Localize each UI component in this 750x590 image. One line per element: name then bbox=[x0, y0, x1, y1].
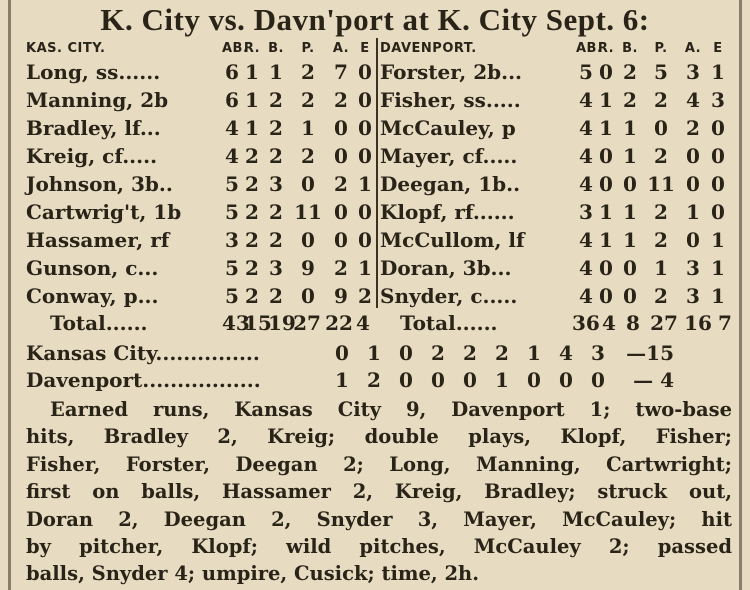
header-a: A. bbox=[684, 40, 702, 56]
player-ab: 4 bbox=[579, 172, 593, 196]
header-ab: AB. bbox=[576, 40, 603, 56]
inning-runs: 0 bbox=[399, 341, 413, 365]
inning-runs: 0 bbox=[559, 368, 573, 392]
player-r: 2 bbox=[245, 228, 259, 252]
total-ab: 36 bbox=[572, 311, 600, 335]
summary-line: Fisher, Forster, Deegan 2; Long, Manning, Cartwright; bbox=[26, 452, 732, 476]
player-p: 1 bbox=[654, 256, 668, 280]
player-row bbox=[380, 170, 730, 198]
player-ab: 4 bbox=[579, 228, 593, 252]
header-e: E bbox=[713, 40, 723, 56]
header-a: A. bbox=[332, 40, 350, 56]
player-name: Fisher, ss..... bbox=[380, 88, 521, 112]
player-e: 0 bbox=[711, 144, 725, 168]
left-border bbox=[8, 0, 11, 590]
line-score-total: —15 bbox=[626, 341, 674, 365]
total-label: Total...... bbox=[50, 311, 148, 335]
total-e: 7 bbox=[718, 311, 732, 335]
player-row bbox=[380, 114, 730, 142]
player-name: Gunson, c... bbox=[26, 256, 159, 280]
inning-runs: 0 bbox=[463, 368, 477, 392]
inning-runs: 2 bbox=[463, 341, 477, 365]
player-e: 0 bbox=[358, 88, 372, 112]
player-r: 0 bbox=[599, 60, 613, 84]
line-score-team: Kansas City............... bbox=[26, 341, 260, 365]
player-p: 0 bbox=[301, 228, 315, 252]
player-r: 1 bbox=[599, 228, 613, 252]
player-r: 0 bbox=[599, 144, 613, 168]
header-r: R. bbox=[597, 40, 615, 56]
player-e: 3 bbox=[711, 88, 725, 112]
player-ab: 3 bbox=[579, 200, 593, 224]
total-b: 8 bbox=[626, 311, 640, 335]
player-r: 2 bbox=[245, 284, 259, 308]
player-row bbox=[26, 254, 378, 282]
player-a: 0 bbox=[686, 228, 700, 252]
player-p: 5 bbox=[654, 60, 668, 84]
player-r: 2 bbox=[245, 172, 259, 196]
player-name: Long, ss...... bbox=[26, 60, 161, 84]
total-r: 4 bbox=[602, 311, 616, 335]
total-b: 19 bbox=[268, 311, 296, 335]
player-name: Bradley, lf... bbox=[26, 116, 161, 140]
summary-line: first on balls, Hassamer 2, Kreig, Bradley; struck out, bbox=[26, 480, 732, 504]
player-a: 0 bbox=[686, 144, 700, 168]
player-row bbox=[380, 282, 730, 310]
player-e: 0 bbox=[711, 116, 725, 140]
player-b: 2 bbox=[269, 116, 283, 140]
player-a: 4 bbox=[686, 88, 700, 112]
header-team: KAS. CITY. bbox=[26, 40, 106, 56]
player-b: 1 bbox=[623, 116, 637, 140]
player-a: 2 bbox=[686, 116, 700, 140]
inning-runs: 1 bbox=[335, 368, 349, 392]
kansas-city-table bbox=[26, 38, 378, 310]
player-p: 2 bbox=[654, 200, 668, 224]
player-row bbox=[26, 114, 378, 142]
player-b: 2 bbox=[269, 228, 283, 252]
header-b: B. bbox=[268, 40, 284, 56]
player-ab: 4 bbox=[579, 88, 593, 112]
player-r: 2 bbox=[245, 144, 259, 168]
player-name: Forster, 2b... bbox=[380, 60, 523, 84]
header-p: P. bbox=[654, 40, 668, 56]
player-b: 0 bbox=[623, 172, 637, 196]
player-b: 3 bbox=[269, 256, 283, 280]
summary-line: balls, Snyder 4; umpire, Cusick; time, 2h. bbox=[26, 562, 480, 586]
player-b: 2 bbox=[623, 88, 637, 112]
total-a: 16 bbox=[684, 311, 712, 335]
player-b: 2 bbox=[269, 200, 283, 224]
player-row bbox=[380, 254, 730, 282]
player-e: 1 bbox=[358, 256, 372, 280]
player-ab: 5 bbox=[225, 284, 239, 308]
player-ab: 6 bbox=[225, 88, 239, 112]
inning-runs: 3 bbox=[591, 341, 605, 365]
davenport-header bbox=[380, 38, 730, 58]
player-name: Johnson, 3b.. bbox=[26, 172, 173, 196]
player-a: 2 bbox=[334, 88, 348, 112]
player-a: 1 bbox=[686, 200, 700, 224]
summary-line: Earned runs, Kansas City 9, Davenport 1; two-base bbox=[50, 398, 732, 421]
total-r: 15 bbox=[244, 311, 272, 335]
player-e: 1 bbox=[711, 284, 725, 308]
player-p: 0 bbox=[301, 172, 315, 196]
player-name: Manning, 2b bbox=[26, 88, 169, 112]
inning-runs: 1 bbox=[527, 341, 541, 365]
player-name: McCullom, lf bbox=[380, 228, 525, 252]
player-e: 0 bbox=[358, 60, 372, 84]
player-ab: 6 bbox=[225, 60, 239, 84]
total-a: 22 bbox=[325, 311, 353, 335]
player-p: 2 bbox=[654, 284, 668, 308]
total-label: Total...... bbox=[400, 311, 498, 335]
player-row bbox=[26, 58, 378, 86]
player-r: 0 bbox=[599, 256, 613, 280]
player-p: 11 bbox=[294, 200, 322, 224]
player-r: 1 bbox=[599, 116, 613, 140]
player-e: 1 bbox=[711, 256, 725, 280]
player-e: 0 bbox=[711, 200, 725, 224]
player-e: 0 bbox=[358, 228, 372, 252]
player-e: 0 bbox=[711, 172, 725, 196]
player-p: 2 bbox=[654, 228, 668, 252]
player-p: 2 bbox=[654, 144, 668, 168]
player-a: 2 bbox=[334, 256, 348, 280]
player-name: McCauley, p bbox=[380, 116, 516, 140]
player-b: 1 bbox=[623, 144, 637, 168]
player-a: 0 bbox=[334, 144, 348, 168]
line-score-team: Davenport................. bbox=[26, 368, 261, 392]
player-a: 3 bbox=[686, 60, 700, 84]
page-title: K. City vs. Davn'port at K. City Sept. 6: bbox=[100, 2, 650, 37]
player-r: 1 bbox=[245, 60, 259, 84]
player-b: 2 bbox=[269, 88, 283, 112]
summary-line: Doran 2, Deegan 2, Snyder 3, Mayer, McCauley; hit bbox=[26, 507, 732, 531]
player-name: Conway, p... bbox=[26, 284, 159, 308]
total-p: 27 bbox=[650, 311, 678, 335]
header-ab: AB. bbox=[222, 40, 249, 56]
player-p: 2 bbox=[301, 60, 315, 84]
player-r: 2 bbox=[245, 200, 259, 224]
player-ab: 4 bbox=[225, 144, 239, 168]
total-p: 27 bbox=[293, 311, 321, 335]
player-ab: 5 bbox=[579, 60, 593, 84]
inning-runs: 0 bbox=[399, 368, 413, 392]
player-e: 2 bbox=[358, 284, 372, 308]
kansas-city-total-row bbox=[50, 311, 370, 335]
player-row bbox=[26, 282, 378, 310]
player-p: 0 bbox=[301, 284, 315, 308]
inning-runs: 1 bbox=[495, 368, 509, 392]
player-row bbox=[380, 198, 730, 226]
player-name: Klopf, rf...... bbox=[380, 200, 515, 224]
player-r: 0 bbox=[599, 172, 613, 196]
inning-runs: 0 bbox=[527, 368, 541, 392]
line-score-row bbox=[26, 367, 731, 393]
player-e: 0 bbox=[358, 116, 372, 140]
player-b: 2 bbox=[269, 144, 283, 168]
inning-runs: 4 bbox=[559, 341, 573, 365]
player-row bbox=[380, 142, 730, 170]
player-e: 0 bbox=[358, 200, 372, 224]
summary-line: by pitcher, Klopf; wild pitches, McCauley 2; passed bbox=[26, 535, 732, 559]
player-ab: 3 bbox=[225, 228, 239, 252]
player-b: 1 bbox=[269, 60, 283, 84]
header-r: R. bbox=[243, 40, 261, 56]
inning-runs: 2 bbox=[495, 341, 509, 365]
player-r: 1 bbox=[599, 200, 613, 224]
player-r: 2 bbox=[245, 256, 259, 280]
player-p: 2 bbox=[654, 88, 668, 112]
player-e: 0 bbox=[358, 144, 372, 168]
line-score-row bbox=[26, 340, 731, 366]
header-team: DAVENPORT. bbox=[380, 40, 477, 56]
player-name: Kreig, cf..... bbox=[26, 144, 158, 168]
player-p: 0 bbox=[654, 116, 668, 140]
player-a: 3 bbox=[686, 284, 700, 308]
player-ab: 4 bbox=[225, 116, 239, 140]
player-r: 0 bbox=[599, 284, 613, 308]
player-a: 3 bbox=[686, 256, 700, 280]
player-row bbox=[26, 170, 378, 198]
player-row bbox=[26, 226, 378, 254]
player-b: 2 bbox=[269, 284, 283, 308]
player-ab: 4 bbox=[579, 256, 593, 280]
player-ab: 5 bbox=[225, 172, 239, 196]
player-row bbox=[380, 58, 730, 86]
player-p: 11 bbox=[647, 172, 675, 196]
player-a: 2 bbox=[334, 172, 348, 196]
player-p: 2 bbox=[301, 144, 315, 168]
player-e: 1 bbox=[358, 172, 372, 196]
player-a: 0 bbox=[334, 200, 348, 224]
player-b: 2 bbox=[623, 60, 637, 84]
player-p: 9 bbox=[301, 256, 315, 280]
player-a: 0 bbox=[686, 172, 700, 196]
player-row bbox=[26, 142, 378, 170]
player-b: 1 bbox=[623, 200, 637, 224]
player-ab: 4 bbox=[579, 116, 593, 140]
player-p: 1 bbox=[301, 116, 315, 140]
davenport-total-row bbox=[400, 311, 736, 335]
total-e: 4 bbox=[356, 311, 370, 335]
player-row bbox=[26, 86, 378, 114]
player-row bbox=[380, 86, 730, 114]
inning-runs: 2 bbox=[367, 368, 381, 392]
player-b: 1 bbox=[623, 228, 637, 252]
player-a: 9 bbox=[334, 284, 348, 308]
player-b: 3 bbox=[269, 172, 283, 196]
inning-runs: 1 bbox=[367, 341, 381, 365]
right-border bbox=[739, 0, 742, 590]
inning-runs: 0 bbox=[335, 341, 349, 365]
player-b: 0 bbox=[623, 256, 637, 280]
player-ab: 4 bbox=[579, 144, 593, 168]
player-name: Doran, 3b... bbox=[380, 256, 512, 280]
inning-runs: 0 bbox=[591, 368, 605, 392]
inning-runs: 0 bbox=[431, 368, 445, 392]
player-a: 0 bbox=[334, 116, 348, 140]
player-name: Cartwrig't, 1b bbox=[26, 200, 182, 224]
game-summary bbox=[26, 396, 732, 588]
inning-runs: 2 bbox=[431, 341, 445, 365]
player-ab: 4 bbox=[579, 284, 593, 308]
player-r: 1 bbox=[245, 88, 259, 112]
player-row bbox=[26, 198, 378, 226]
player-a: 0 bbox=[334, 228, 348, 252]
header-b: B. bbox=[622, 40, 638, 56]
player-ab: 5 bbox=[225, 256, 239, 280]
player-r: 1 bbox=[599, 88, 613, 112]
player-ab: 5 bbox=[225, 200, 239, 224]
summary-line: hits, Bradley 2, Kreig; double plays, Klopf, Fisher; bbox=[26, 425, 732, 449]
header-e: E bbox=[360, 40, 370, 56]
player-row bbox=[380, 226, 730, 254]
player-r: 1 bbox=[245, 116, 259, 140]
player-e: 1 bbox=[711, 228, 725, 252]
player-name: Deegan, 1b.. bbox=[380, 172, 521, 196]
player-b: 0 bbox=[623, 284, 637, 308]
player-e: 1 bbox=[711, 60, 725, 84]
player-name: Mayer, cf..... bbox=[380, 144, 518, 168]
player-name: Snyder, c..... bbox=[380, 284, 518, 308]
kansas-city-header bbox=[26, 38, 378, 58]
line-score-total: — 4 bbox=[633, 368, 674, 392]
header-p: P. bbox=[301, 40, 315, 56]
total-ab: 43 bbox=[222, 311, 250, 335]
player-name: Hassamer, rf bbox=[26, 228, 170, 252]
player-a: 7 bbox=[334, 60, 348, 84]
davenport-table bbox=[380, 38, 730, 310]
player-p: 2 bbox=[301, 88, 315, 112]
